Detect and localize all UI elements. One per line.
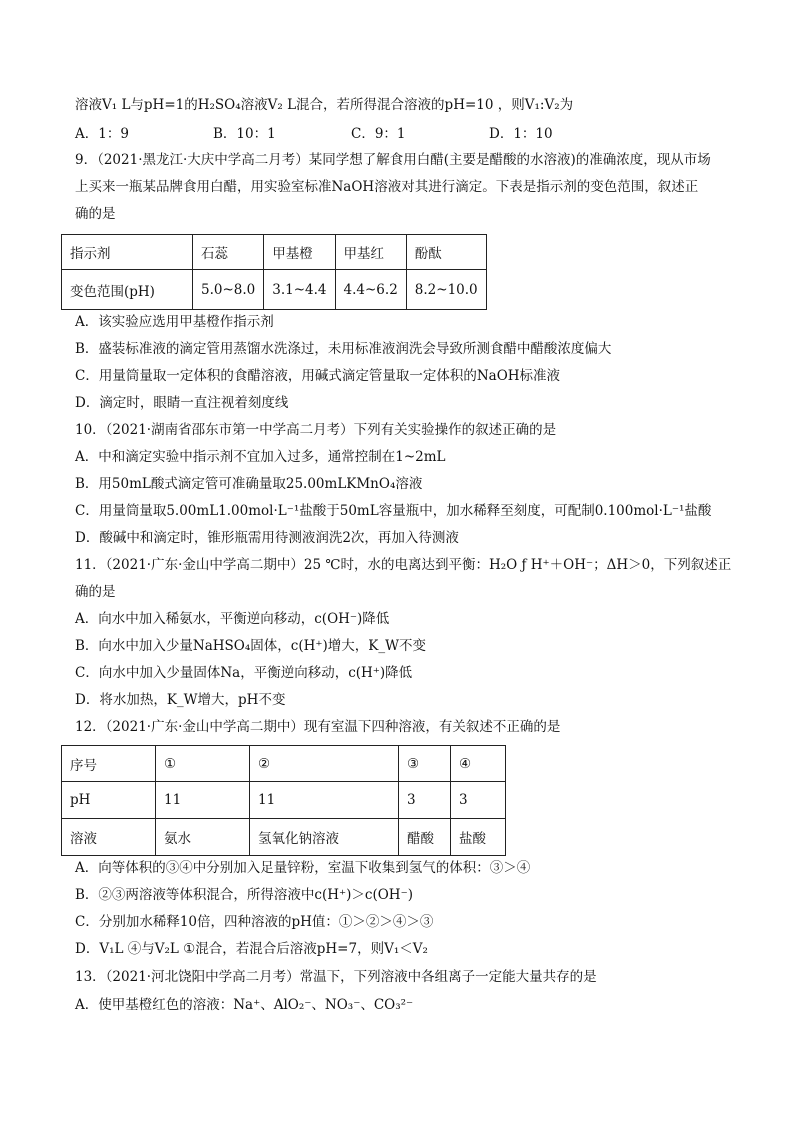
q8-options xyxy=(75,124,734,144)
q11-option-d: D．将水加热，K_W增大，pH不变 xyxy=(75,692,286,708)
table-cell: ① xyxy=(156,746,250,782)
q13-option-a: A．使甲基橙红色的溶液：Na⁺、AlO₂⁻、NO₃⁻、CO₃²⁻ xyxy=(75,997,414,1013)
table-cell: 溶液 xyxy=(62,819,156,856)
q12-option-d: D．V₁L ④与V₂L ①混合，若混合后溶液pH=7，则V₁＜V₂ xyxy=(75,941,428,957)
table-cell: 4.4~6.2 xyxy=(335,270,406,310)
q8-option-d: D．1：10 xyxy=(489,126,553,142)
q12-option-a: A．向等体积的③④中分别加入足量锌粉，室温下收集到氢气的体积：③＞④ xyxy=(75,860,531,876)
q10-option-a: A．中和滴定实验中指示剂不宜加入过多，通常控制在1~2mL xyxy=(75,449,446,465)
q8-stem: 溶液V₁ L与pH=1的H₂SO₄溶液V₂ L混合，若所得混合溶液的pH=10 ，则V₁:V₂为 xyxy=(75,97,574,113)
table-cell: ③ xyxy=(399,746,451,782)
q11-option-b: B．向水中加入少量NaHSO₄固体，c(H⁺)增大，K_W不变 xyxy=(75,638,426,654)
q9-option-b: B．盛装标准液的滴定管用蒸馏水洗涤过，未用标准液润洗会导致所测食醋中醋酸浓度偏大 xyxy=(75,341,612,357)
table-cell: 3.1~4.4 xyxy=(264,270,335,310)
table-cell: 11 xyxy=(156,782,250,819)
q12-option-b: B．②③两溶液等体积混合，所得溶液中c(H⁺)＞c(OH⁻) xyxy=(75,887,413,903)
table-row xyxy=(62,746,506,782)
table-cell: 8.2~10.0 xyxy=(406,270,486,310)
q11-option-c: C．向水中加入少量固体Na，平衡逆向移动，c(H⁺)降低 xyxy=(75,665,413,681)
table-row xyxy=(62,235,487,270)
q9-option-d: D．滴定时，眼睛一直注视着刻度线 xyxy=(75,395,289,411)
table-row xyxy=(62,270,487,310)
table-cell: 甲基橙 xyxy=(264,235,335,270)
table-cell: 11 xyxy=(250,782,399,819)
q9-stem-line2: 上买来一瓶某品牌食用白醋，用实验室标准NaOH溶液对其进行滴定。下表是指示剂的变色范围，叙述正 xyxy=(75,179,699,195)
q8-option-c: C．9：1 xyxy=(351,126,406,142)
q10-option-d: D．酸碱中和滴定时，锥形瓶需用待测液润洗2次，再加入待测液 xyxy=(75,530,459,546)
table-row xyxy=(62,782,506,819)
table-cell: 氢氧化钠溶液 xyxy=(250,819,399,856)
table-cell: 石蕊 xyxy=(193,235,264,270)
q10-option-b: B．用50mL酸式滴定管可准确量取25.00mLKMnO₄溶液 xyxy=(75,476,423,492)
table-cell: 甲基红 xyxy=(335,235,406,270)
q10-stem: 10．（2021·湖南省邵东市第一中学高二月考）下列有关实验操作的叙述正确的是 xyxy=(75,422,557,438)
table-cell: 醋酸 xyxy=(399,819,451,856)
table-cell: ② xyxy=(250,746,399,782)
table-cell: 酚酞 xyxy=(406,235,486,270)
table-cell: 5.0~8.0 xyxy=(193,270,264,310)
q9-stem-line3: 确的是 xyxy=(75,206,116,222)
table-cell: pH xyxy=(62,782,156,819)
q12-stem: 12．（2021·广东·金山中学高二期中）现有室温下四种溶液，有关叙述不正确的是 xyxy=(75,719,561,735)
q9-option-a: A．该实验应选用甲基橙作指示剂 xyxy=(75,314,274,330)
table-cell: 3 xyxy=(399,782,451,819)
q13-stem: 13．（2021·河北饶阳中学高二月考）常温下，下列溶液中各组离子一定能大量共存的是 xyxy=(75,969,597,985)
q11-option-a: A．向水中加入稀氨水，平衡逆向移动，c(OH⁻)降低 xyxy=(75,611,390,627)
q9-indicator-table xyxy=(61,234,487,310)
q12-solution-table xyxy=(61,745,506,856)
table-cell: 变色范围(pH) xyxy=(62,270,193,310)
table-cell: 3 xyxy=(451,782,506,819)
q8-option-b: B．10：1 xyxy=(213,126,276,142)
q8-option-a: A．1：9 xyxy=(75,126,129,142)
table-row xyxy=(62,819,506,856)
table-cell: ④ xyxy=(451,746,506,782)
table-cell: 氨水 xyxy=(156,819,250,856)
q9-option-c: C．用量筒量取一定体积的食醋溶液，用碱式滴定管量取一定体积的NaOH标准液 xyxy=(75,368,561,384)
q12-option-c: C．分别加水稀释10倍，四种溶液的pH值：①＞②＞④＞③ xyxy=(75,914,434,930)
table-cell: 盐酸 xyxy=(451,819,506,856)
table-cell: 指示剂 xyxy=(62,235,193,270)
q11-stem-line2: 确的是 xyxy=(75,584,116,600)
q9-stem-line1: 9．（2021·黑龙江·大庆中学高二月考）某同学想了解食用白醋(主要是醋酸的水溶液)的准确浓度，现从市场 xyxy=(75,152,711,168)
q10-option-c: C．用量筒量取5.00mL1.00mol·L⁻¹盐酸于50mL容量瓶中，加水稀释至刻度，可配制0.100mol·L⁻¹盐酸 xyxy=(75,503,712,519)
q11-stem-line1: 11．（2021·广东·金山中学高二期中）25 ℃时，水的电离达到平衡：H₂O ƒ H⁺＋OH⁻；ΔH＞0，下列叙述正 xyxy=(75,557,732,573)
table-cell: 序号 xyxy=(62,746,156,782)
